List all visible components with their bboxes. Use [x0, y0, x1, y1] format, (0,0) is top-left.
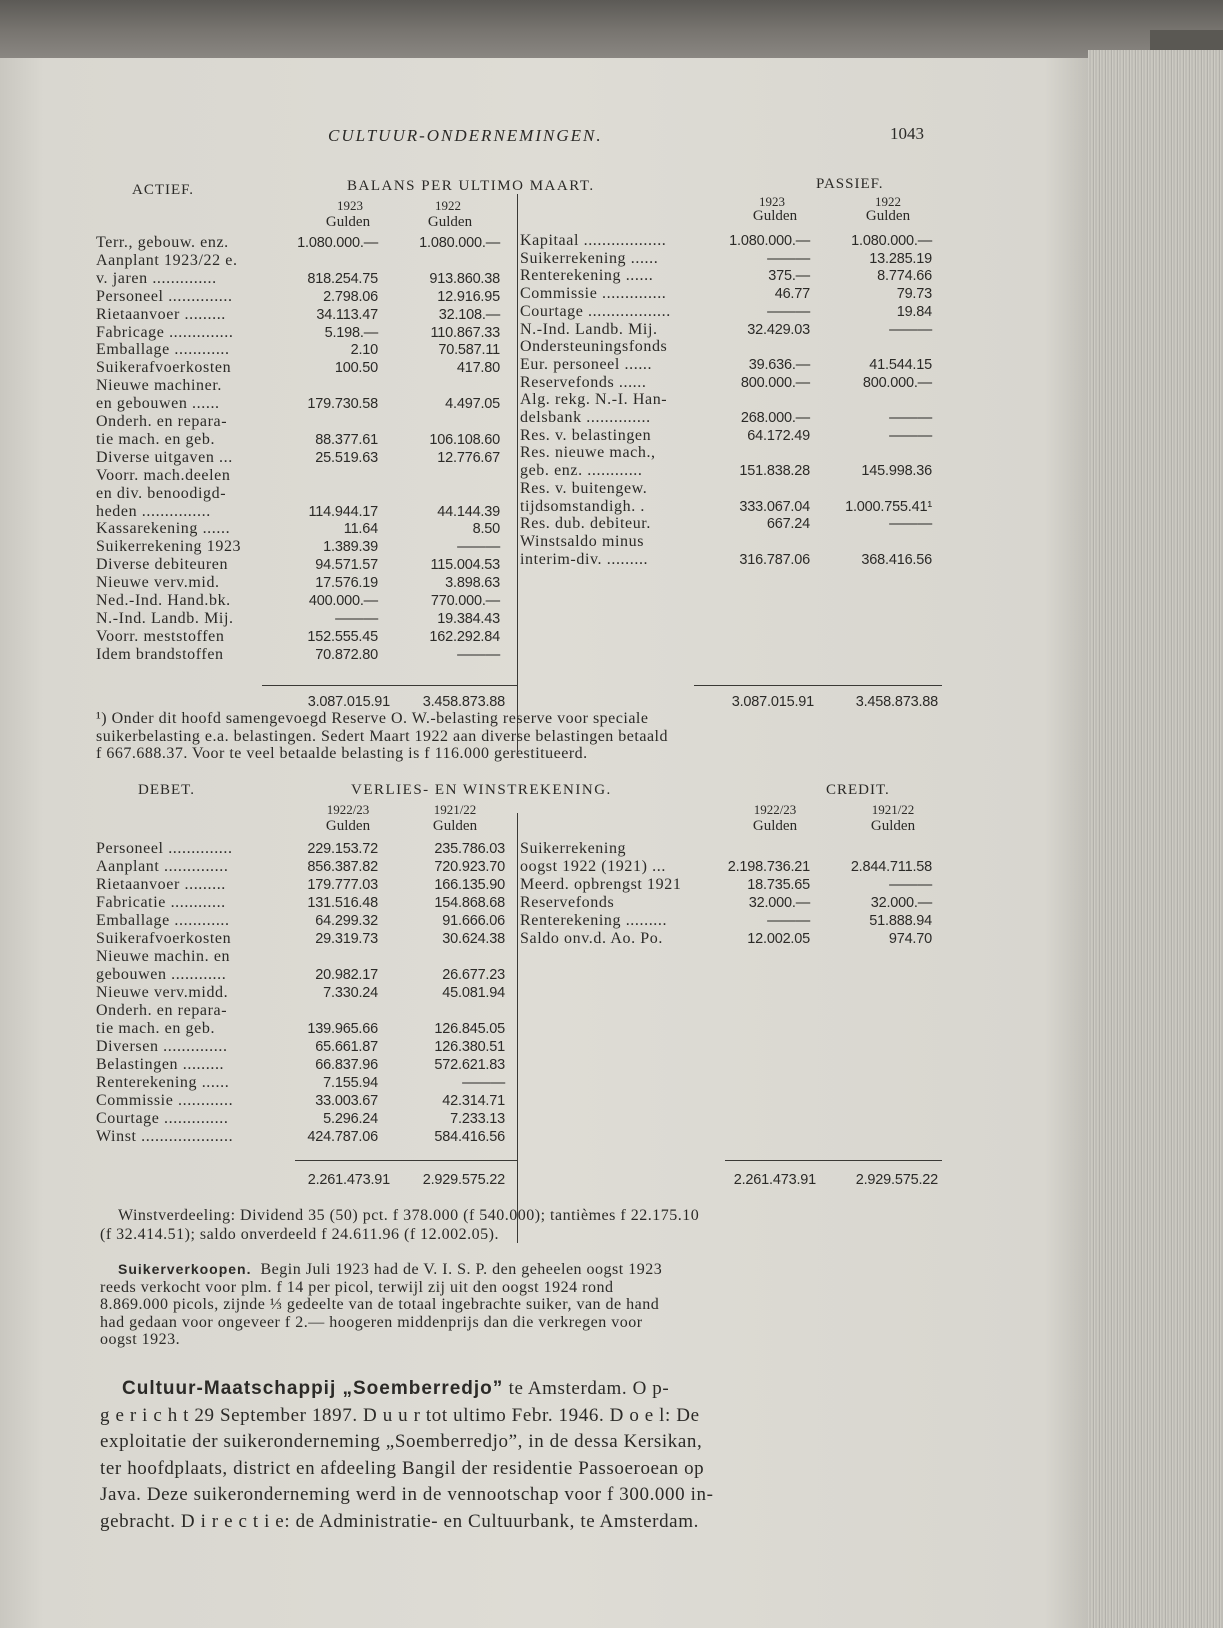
actief-title: ACTIEF. — [132, 182, 195, 198]
row-value: 145.998.36 — [861, 463, 932, 480]
pl-divider — [517, 813, 518, 1243]
row-label: Idem brandstoffen — [96, 645, 224, 663]
company-line: ter hoofdplaats, district en afdeeling Bangil der residentie Passoeroean op — [100, 1457, 705, 1479]
row-value: 126.845.05 — [434, 1021, 505, 1037]
page-edges — [1088, 50, 1223, 1628]
row-value: 126.380.51 — [434, 1039, 505, 1055]
row-value: ——— — [767, 913, 810, 929]
row-label: Fabricatie ............ — [96, 894, 226, 911]
row-label: Terr., gebouw. enz. — [96, 234, 229, 251]
row-label: Diversen .............. — [96, 1038, 228, 1055]
winstverdeeling-line: Winstverdeeling: Dividend 35 (50) pct. f 378.000 (f 540.000); tantièmes f 22.175.10 — [118, 1207, 700, 1224]
row-value: 39.636.— — [748, 356, 810, 373]
row-value: 800.000.— — [862, 374, 932, 391]
row-value: 33.003.67 — [315, 1093, 378, 1109]
company-name: Cultuur-Maatschappij „Soemberredjo” — [122, 1378, 504, 1399]
row-value: ——— — [767, 250, 810, 267]
row-value: ——— — [889, 427, 932, 444]
row-value: 2.198.736.21 — [727, 859, 810, 875]
row-value: 375.— — [768, 268, 810, 285]
row-value: 42.314.71 — [442, 1093, 505, 1109]
suikerverkoopen-line: had gedaan voor ongeveer f 2.— hoogeren middenprijs dan die verkregen voor — [100, 1313, 643, 1331]
company-line: te Amsterdam. O p- — [508, 1378, 670, 1399]
debet-title: DEBET. — [138, 782, 195, 798]
row-label: Suikerrekening ...... — [520, 249, 659, 267]
row-value: 32.108.— — [438, 306, 500, 323]
row-value: 2.798.06 — [323, 288, 378, 305]
row-label: delsbank .............. — [520, 409, 651, 426]
row-value: 88.377.61 — [315, 431, 378, 448]
col-year: 1922/23 — [753, 802, 797, 817]
row-label: Nieuwe machiner. — [96, 377, 222, 395]
row-label: gebouwen ............ — [96, 966, 227, 983]
debet-total-a: 2.261.473.91 — [307, 1172, 390, 1188]
row-label: Suikerrekening — [520, 840, 627, 857]
row-value: 417.80 — [456, 360, 500, 377]
balance-title: BALANS PER ULTIMO MAART. — [347, 178, 595, 194]
col-year: 1921/22 — [871, 802, 915, 817]
col-unit: Gulden — [752, 818, 798, 834]
credit-total-a: 2.261.473.91 — [733, 1172, 816, 1188]
row-value: ——— — [889, 516, 932, 533]
row-value: 32.000.— — [748, 895, 810, 911]
col-year-1922: 1922 — [875, 194, 901, 209]
suikerverkoopen-heading: Suikerverkoopen. — [118, 1261, 252, 1277]
page-number: 1043 — [890, 124, 924, 143]
row-value: 229.153.72 — [307, 841, 378, 857]
row-label: Alg. rekg. N.-I. Han- — [520, 391, 668, 409]
col-unit: Gulden — [325, 214, 371, 230]
row-label: Ondersteuningsfonds — [520, 338, 668, 356]
row-value: 856.387.82 — [307, 859, 378, 875]
row-label: Emballage ............ — [96, 912, 230, 929]
row-value: 424.787.06 — [307, 1129, 378, 1145]
actief-total-rule — [262, 685, 518, 686]
row-label: Renterekening ...... — [520, 267, 654, 285]
row-value: ——— — [889, 410, 932, 426]
row-value: 41.544.15 — [869, 356, 932, 373]
row-value: 2.844.711.58 — [850, 859, 932, 875]
row-value: 44.144.39 — [437, 503, 500, 520]
row-value: 2.10 — [350, 342, 378, 359]
footnote-line: suikerbelasting e.a. belastingen. Sedert Maart 1922 aan diverse belastingen betaald — [96, 727, 668, 745]
col-year-1923: 1923 — [759, 194, 785, 209]
row-value: 115.004.53 — [430, 557, 500, 574]
row-value: 11.64 — [343, 521, 378, 538]
row-label: Reservefonds ...... — [520, 373, 647, 391]
row-label: tie mach. en geb. — [96, 1020, 216, 1037]
row-value: ——— — [335, 610, 378, 627]
credit-title: CREDIT. — [826, 782, 890, 798]
row-value: 64.299.32 — [315, 913, 378, 929]
row-value: 800.000.— — [740, 374, 810, 391]
col-year-1923: 1923 — [337, 198, 363, 213]
row-value: 154.868.68 — [434, 895, 505, 911]
debet-total-rule — [295, 1160, 517, 1161]
suikerverkoopen-line: oogst 1923. — [100, 1331, 181, 1348]
row-value: 8.774.66 — [877, 268, 932, 285]
row-value: 139.965.66 — [307, 1021, 378, 1037]
row-label: Emballage ............ — [96, 341, 230, 359]
row-value: 70.872.80 — [315, 646, 378, 663]
suikerverkoopen — [100, 1261, 662, 1349]
book-page — [0, 58, 1088, 1628]
row-value: ——— — [889, 321, 932, 338]
row-label: Voorr. mach.deelen — [96, 466, 231, 484]
row-value: 3.898.63 — [445, 575, 500, 592]
row-value: 400.000.— — [308, 593, 378, 609]
row-value: 235.786.03 — [434, 841, 505, 857]
row-label: Winstsaldo minus — [520, 532, 645, 550]
row-value: 1.080.000.— — [297, 235, 378, 251]
footnote-line: f 667.688.37. Voor te veel betaalde belasting is f 116.000 gerestitueerd. — [96, 745, 588, 762]
pl-title: VERLIES- EN WINSTREKENING. — [351, 782, 612, 798]
row-value: 7.233.13 — [450, 1111, 505, 1127]
row-label: Diverse uitgaven ... — [96, 448, 233, 466]
col-unit: Gulden — [432, 818, 478, 834]
row-label: N.-Ind. Landb. Mij. — [96, 609, 234, 627]
row-value: 19.84 — [896, 303, 932, 320]
row-value: 65.661.87 — [315, 1039, 378, 1055]
actief-total-1922: 3.458.873.88 — [422, 694, 505, 710]
passief-total-rule — [694, 685, 942, 686]
company-entry — [100, 1376, 714, 1535]
row-value: ——— — [767, 303, 810, 320]
row-label: Kapitaal .................. — [520, 232, 667, 249]
footnote — [96, 710, 941, 763]
row-value: 316.787.06 — [739, 551, 810, 568]
row-label: Nieuwe verv.midd. — [96, 984, 229, 1001]
col-unit: Gulden — [752, 208, 798, 224]
row-value: 114.944.17 — [308, 503, 378, 520]
row-value: 770.000.— — [430, 593, 500, 609]
row-value: 572.621.83 — [434, 1057, 505, 1073]
row-label: Renterekening ......... — [520, 912, 668, 929]
suikerverkoopen-line: reeds verkocht voor plm. f 14 per picol, terwijl zij uit den oogst 1924 rond — [100, 1278, 614, 1296]
row-label: Aanplant .............. — [96, 858, 229, 875]
winstverdeeling — [100, 1206, 700, 1244]
passief-total-1923: 3.087.015.91 — [731, 694, 814, 710]
row-label: Eur. personeel ...... — [520, 355, 653, 373]
row-label: Commissie .............. — [520, 285, 667, 303]
row-label: Reservefonds — [520, 894, 615, 911]
row-value: 66.837.96 — [315, 1057, 378, 1073]
row-label: Rietaanvoer ......... — [96, 876, 226, 893]
row-label: tie mach. en geb. — [96, 430, 216, 448]
row-label: Fabricage .............. — [96, 323, 234, 341]
suikerverkoopen-line: 8.869.000 picols, zijnde ⅓ gedeelte van de totaal ingebrachte suiker, van de hand — [100, 1296, 660, 1313]
row-value: 268.000.— — [740, 410, 810, 426]
company-line: exploitatie der suikeronderneming „Soemberredjo”, in de dessa Kersikan, — [100, 1431, 703, 1452]
row-value: 110.867.33 — [430, 324, 500, 341]
row-value: 26.677.23 — [442, 967, 505, 983]
row-label: Aanplant 1923/22 e. — [96, 251, 238, 269]
row-label: tijdsomstandigh. . — [520, 497, 646, 515]
row-label: Personeel .............. — [96, 287, 233, 305]
row-value: 29.319.73 — [315, 931, 378, 947]
row-value: 131.516.48 — [307, 895, 378, 911]
row-value: 91.666.06 — [442, 913, 505, 929]
row-value: 32.000.— — [870, 895, 932, 911]
row-label: Saldo onv.d. Ao. Po. — [520, 930, 663, 947]
credit-total-rule — [725, 1160, 942, 1161]
row-label: Winst .................... — [96, 1128, 234, 1145]
row-value: 18.735.65 — [747, 877, 810, 893]
col-unit: Gulden — [427, 214, 473, 230]
col-year: 1922/23 — [326, 802, 370, 817]
row-label: Suikerrekening 1923 — [96, 538, 242, 556]
row-label: Nieuwe verv.mid. — [96, 574, 220, 592]
row-value: 162.292.84 — [429, 628, 500, 645]
row-value: 5.198.— — [324, 324, 378, 341]
running-header: CULTUUR-ONDERNEMINGEN. — [328, 126, 603, 145]
passief-title: PASSIEF. — [816, 176, 884, 192]
row-value: 94.571.57 — [315, 557, 378, 574]
row-value: 20.982.17 — [315, 967, 378, 983]
passief-total-1922: 3.458.873.88 — [855, 694, 938, 710]
suikerverkoopen-line: Begin Juli 1923 had de V. I. S. P. den geheelen oogst 1923 — [260, 1261, 663, 1278]
row-label: Courtage .................. — [520, 302, 671, 320]
row-value: 179.777.03 — [307, 877, 378, 893]
row-label: Personeel .............. — [96, 840, 233, 857]
row-value: 13.285.19 — [869, 250, 932, 267]
row-value: 5.296.24 — [323, 1111, 378, 1127]
row-value: 1.389.39 — [323, 539, 378, 556]
row-label: N.-Ind. Landb. Mij. — [520, 320, 658, 338]
row-value: 45.081.94 — [442, 985, 505, 1001]
row-label: en gebouwen ...... — [96, 395, 220, 413]
row-value: 1.080.000.— — [851, 233, 932, 249]
row-value: ——— — [462, 1075, 505, 1091]
col-unit: Gulden — [325, 818, 371, 834]
row-label: Res. nieuwe mach., — [520, 444, 656, 462]
row-value: 166.135.90 — [434, 877, 505, 893]
company-line: g e r i c h t 29 September 1897. D u u r tot ultimo Febr. 1946. D o e l: De — [100, 1404, 700, 1426]
row-label: interim-div. ......... — [520, 550, 649, 568]
row-label: Onderh. en repara- — [96, 1002, 228, 1019]
row-value: ——— — [457, 646, 500, 663]
col-unit: Gulden — [870, 818, 916, 834]
row-value: 46.77 — [774, 286, 810, 303]
row-label: Courtage .............. — [96, 1110, 229, 1127]
row-value: 1.000.755.41¹ — [845, 498, 932, 515]
row-value: 34.113.47 — [316, 306, 378, 323]
row-value: 32.429.03 — [747, 321, 810, 338]
col-year: 1921/22 — [433, 802, 477, 817]
row-value: 913.860.38 — [429, 270, 500, 287]
row-value: 1.080.000.— — [729, 233, 810, 249]
row-value: 19.384.43 — [437, 610, 500, 627]
row-label: Renterekening ...... — [96, 1074, 230, 1091]
row-label: Kassarekening ...... — [96, 520, 231, 538]
row-value: 12.776.67 — [437, 449, 500, 466]
credit-total-b: 2.929.575.22 — [855, 1172, 938, 1188]
row-label: Nieuwe machin. en — [96, 948, 231, 965]
row-value: 7.155.94 — [323, 1075, 378, 1091]
row-label: Diverse debiteuren — [96, 556, 229, 574]
row-label: v. jaren .............. — [96, 269, 217, 287]
row-value: 8.50 — [472, 521, 500, 538]
row-value: 30.624.38 — [442, 931, 505, 947]
company-line: Java. Deze suikeronderneming werd in de vennootschap voor f 300.000 in- — [100, 1484, 714, 1505]
debet-total-b: 2.929.575.22 — [422, 1172, 505, 1188]
company-line: gebracht. D i r e c t i e: de Administratie- en Cultuurbank, te Amsterdam. — [100, 1510, 699, 1532]
balance-divider — [517, 194, 518, 754]
row-value: 12.916.95 — [437, 288, 500, 305]
row-label: oogst 1922 (1921) ... — [520, 858, 666, 875]
row-label: Belastingen ......... — [96, 1056, 225, 1073]
row-value: 818.254.75 — [307, 270, 378, 287]
row-value: 7.330.24 — [323, 985, 378, 1001]
row-value: 17.576.19 — [315, 575, 378, 592]
row-value: 584.416.56 — [434, 1129, 505, 1145]
row-value: 152.555.45 — [307, 628, 378, 645]
row-label: Suikerafvoerkosten — [96, 359, 232, 377]
row-value: ——— — [457, 539, 500, 556]
row-label: Res. dub. debiteur. — [520, 515, 651, 533]
row-value: 64.172.49 — [747, 427, 810, 444]
row-value: 720.923.70 — [434, 859, 505, 875]
row-value: 79.73 — [896, 286, 932, 303]
row-value: 51.888.94 — [869, 913, 932, 929]
row-value: ——— — [889, 877, 932, 893]
row-label: Rietaanvoer ......... — [96, 305, 226, 323]
actief-total-1923: 3.087.015.91 — [307, 694, 390, 710]
row-label: Res. v. belastingen — [520, 426, 652, 444]
row-label: Onderh. en repara- — [96, 413, 228, 430]
row-value: 4.497.05 — [445, 396, 500, 413]
winstverdeeling-line: (f 32.414.51); saldo onverdeeld f 24.611.96 (f 12.002.05). — [100, 1226, 499, 1243]
row-value: 106.108.60 — [429, 431, 500, 448]
footnote-line: ¹) Onder dit hoofd samengevoegd Reserve O. W.-belasting reserve voor speciale — [96, 710, 649, 727]
row-value: 667.24 — [766, 516, 810, 533]
row-value: 333.067.04 — [739, 498, 810, 515]
row-label: Meerd. opbrengst 1921 — [520, 876, 682, 893]
row-label: Voorr. meststoffen — [96, 627, 225, 645]
row-label: en div. benoodigd- — [96, 484, 227, 502]
row-value: 179.730.58 — [307, 396, 378, 413]
row-label: geb. enz. ............ — [520, 462, 643, 480]
row-value: 100.50 — [334, 360, 378, 377]
row-label: heden ............... — [96, 502, 211, 520]
row-label: Ned.-Ind. Hand.bk. — [96, 592, 231, 609]
row-value: 70.587.11 — [438, 342, 500, 359]
row-value: 1.080.000.— — [419, 235, 500, 251]
row-label: Commissie ............ — [96, 1092, 234, 1109]
row-value: 151.838.28 — [739, 463, 810, 480]
row-value: 25.519.63 — [315, 449, 378, 466]
col-unit: Gulden — [865, 208, 911, 224]
row-label: Suikerafvoerkosten — [96, 930, 232, 947]
row-value: 368.416.56 — [861, 551, 932, 568]
row-value: 12.002.05 — [747, 931, 810, 947]
col-year-1922: 1922 — [435, 198, 461, 213]
row-label: Res. v. buitengew. — [520, 479, 648, 497]
row-value: 974.70 — [888, 931, 932, 947]
